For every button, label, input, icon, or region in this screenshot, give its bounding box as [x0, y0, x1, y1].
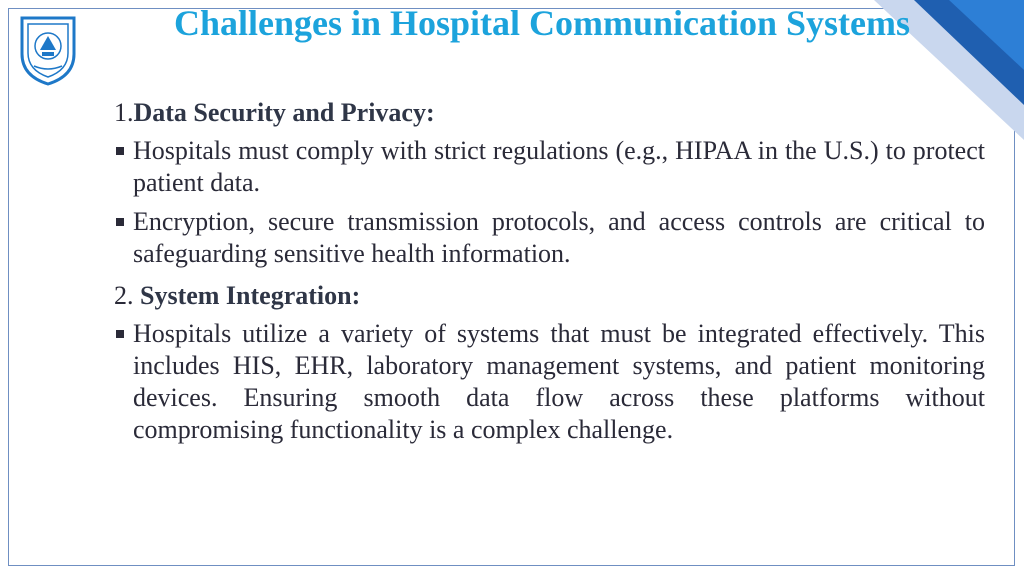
- square-bullet-icon: [116, 147, 124, 155]
- square-bullet-icon: [116, 218, 124, 226]
- square-bullet-icon: [116, 330, 124, 338]
- slide-title: Challenges in Hospital Communication Systems: [173, 3, 911, 43]
- section-number: 1.: [114, 98, 134, 127]
- university-seal-icon: [18, 14, 78, 86]
- bullet-item: [114, 206, 985, 270]
- section-heading-1: [114, 94, 985, 130]
- bullet-item: [114, 318, 985, 446]
- bullet-item: [114, 135, 985, 199]
- section-heading-text: System Integration:: [140, 281, 361, 310]
- section-heading-text: Data Security and Privacy:: [133, 98, 435, 127]
- slide-content: [114, 94, 985, 453]
- bullet-text: Encryption, secure transmission protocols, and access controls are critical to safeguarding sensitive health information.: [133, 207, 985, 268]
- bullet-text: Hospitals must comply with strict regulations (e.g., HIPAA in the U.S.) to protect patient data.: [133, 136, 985, 197]
- section-number: 2.: [114, 281, 134, 310]
- section-heading-2: [114, 277, 985, 313]
- bullet-text: Hospitals utilize a variety of systems that must be integrated effectively. This includes HIS, EHR, laboratory management systems, and patient monitoring devices. Ensuring smooth data flow across these platforms without compromising functionality is a complex challenge.: [133, 319, 985, 444]
